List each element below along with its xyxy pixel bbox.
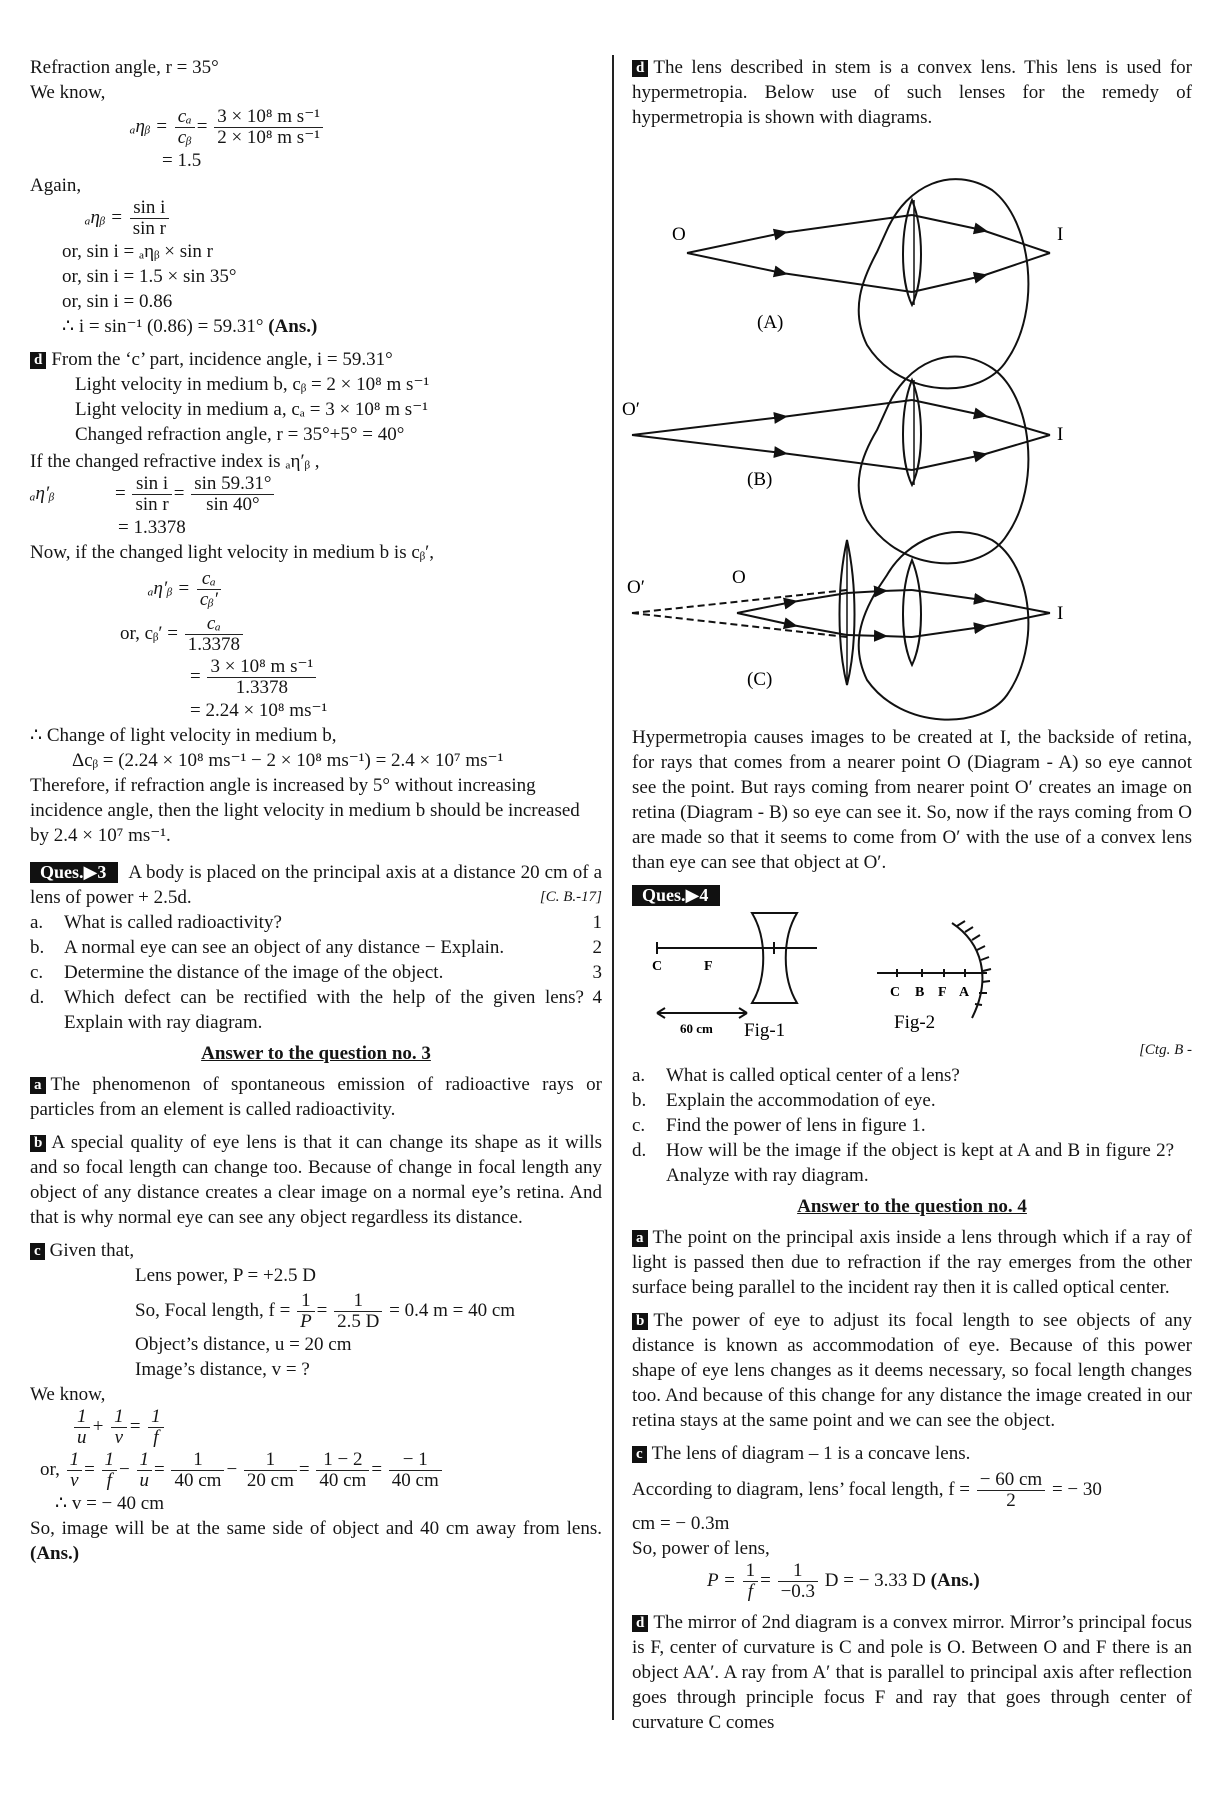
question-3-items — [30, 910, 602, 1035]
numerator: 1 — [171, 1450, 224, 1471]
answer-4b — [632, 1308, 1192, 1433]
item-label: a. — [632, 1065, 646, 1086]
fraction — [185, 614, 243, 655]
item-label: c. — [632, 1115, 646, 1136]
text-line: or, sin i = 0.86 — [62, 291, 173, 312]
item-label: b. — [30, 937, 45, 958]
answer-4d — [632, 1610, 1192, 1735]
text-line: ∴ Change of light velocity in medium b, — [30, 725, 337, 746]
eq-lhs: or, cᵦ′ = — [120, 622, 178, 644]
text-line: We know, — [30, 82, 106, 103]
answer-4-heading: Answer to the question no. 4 — [797, 1196, 1027, 1217]
numerator: 1 — [244, 1450, 297, 1471]
part-tag-c: c — [632, 1446, 647, 1463]
equation: P = $\frac{1}{f}$ = $\frac{1}{-0.3}$ D = − 3.33 D (Ans.) — [707, 1560, 980, 1602]
question-reference: [Ctg. B - — [1139, 1042, 1192, 1058]
denominator: 20 cm — [246, 1470, 294, 1491]
denominator: 1.3378 — [187, 634, 240, 655]
item-text: Explain the accommodation of eye. — [666, 1090, 936, 1111]
text-line: Light velocity in medium b, cᵦ = 2 × 10⁸ m s⁻¹ — [75, 374, 430, 395]
eq-lhs: ₐη′ᵦ = — [148, 577, 191, 599]
denominator: −0.3 — [780, 1581, 816, 1602]
ans-label: (Ans.) — [930, 1569, 980, 1591]
equation-result: = 2.24 × 10⁸ ms⁻¹ — [190, 700, 328, 721]
diagram-label-a: (A) — [757, 312, 784, 333]
part-tag-d: d — [632, 1615, 648, 1632]
numerator: 1 — [111, 1407, 127, 1428]
eq-lhs: ₐηᵦ = — [130, 115, 168, 137]
part-d-line — [30, 347, 602, 372]
diagram-label-b: (B) — [747, 469, 773, 490]
eq-lhs: P = — [707, 1569, 736, 1591]
part-tag-d: d — [632, 60, 648, 77]
answer-3a — [30, 1072, 602, 1122]
numerator: 1 — [334, 1291, 382, 1312]
question-reference: [C. B.-17] — [539, 889, 602, 905]
item-text: Which defect can be rectified with the help of the given lens? Explain with ray diagram. — [64, 987, 584, 1033]
fraction — [132, 474, 171, 515]
question-item — [30, 910, 602, 935]
hypermetropia-paragraph: Hypermetropia causes images to be created at I, the backside of retina, for rays that comes from a nearer point O (Diagram - A) so eye cannot see the point. But rays coming from nearer point O′ creates an image on retina (Diagram - B) so eye can see it. So, now if the rays coming from O are made so that it seems to come from O′ with the use of a convex lens than eye can see that object at O′. — [632, 727, 1192, 873]
denominator: u — [77, 1427, 87, 1448]
ans-label: (Ans.) — [268, 316, 318, 337]
numerator: 1 — [67, 1450, 83, 1471]
label-object: O — [732, 567, 746, 588]
text-line: Again, — [30, 175, 82, 196]
item-label: d. — [632, 1140, 647, 1161]
denominator: sin r — [135, 494, 169, 515]
item-label: d. — [30, 987, 45, 1008]
item-text: What is called optical center of a lens? — [666, 1065, 960, 1086]
eq-rhs: D = − 3.33 D — [824, 1569, 926, 1591]
numerator: − 1 — [389, 1450, 442, 1471]
eq-rhs: = 0.4 m = 40 cm — [389, 1299, 516, 1321]
point-c: C — [652, 959, 663, 974]
numerator: 1 — [297, 1291, 315, 1312]
fraction — [316, 1450, 369, 1491]
equation — [30, 569, 602, 610]
numerator: − 60 cm — [977, 1470, 1045, 1491]
part-tag-b: b — [30, 1135, 46, 1152]
numerator: sin i — [130, 198, 169, 219]
equation-result: = 1.3378 — [118, 517, 186, 538]
numerator: cₐ — [175, 107, 195, 128]
item-text: How will be the image if the object is kept at A and B in figure 2? Analyze with ray diagram. — [666, 1140, 1174, 1186]
eq-rhs: = − 30 — [1051, 1478, 1102, 1500]
item-label: a. — [30, 912, 44, 933]
numerator: 3 × 10⁸ m s⁻¹ — [207, 657, 316, 678]
part-tag-c: c — [30, 1243, 45, 1260]
part-tag-a: a — [632, 1230, 648, 1247]
item-mark: 4 — [592, 987, 602, 1008]
item-mark: 2 — [592, 937, 602, 958]
question-4-header — [632, 883, 1192, 908]
denominator: f — [106, 1470, 112, 1491]
numerator: 1 — [148, 1407, 164, 1428]
left-column — [30, 55, 602, 1566]
text-line: Light velocity in medium a, cₐ = 3 × 10⁸ m s⁻¹ — [75, 399, 428, 420]
column-divider — [612, 55, 614, 1720]
fraction — [191, 474, 274, 515]
lens-equation: $\frac{1}{u}$ + $\frac{1}{v}$ = $\frac{1}{f}$ — [30, 1407, 602, 1448]
numerator: cₐ — [197, 569, 221, 590]
denominator: v — [114, 1427, 124, 1448]
question-item — [632, 1138, 1192, 1188]
label-image: I — [1057, 224, 1064, 245]
fraction — [74, 1407, 90, 1448]
fraction — [130, 198, 169, 239]
text-line: cm = − 0.3m — [632, 1513, 730, 1534]
point-c: C — [890, 985, 901, 1000]
equation — [632, 1470, 1192, 1511]
item-mark — [1174, 1088, 1192, 1113]
equation — [30, 614, 602, 655]
denominator: f — [153, 1427, 159, 1448]
answer-line — [30, 314, 602, 339]
item-mark — [1174, 1063, 1192, 1088]
label-virtual-object: O′ — [627, 577, 645, 598]
text-line: So, power of lens, — [632, 1538, 770, 1559]
fraction — [67, 1450, 83, 1491]
denominator: 40 cm — [319, 1470, 367, 1491]
eq-lhs: So, Focal length, f = — [135, 1299, 291, 1321]
label-object: O′ — [622, 399, 640, 420]
fraction — [171, 1450, 224, 1491]
text-line: Δcᵦ = (2.24 × 10⁸ ms⁻¹ − 2 × 10⁸ ms⁻¹) = 2.4 × 10⁷ ms⁻¹ — [72, 750, 504, 771]
point-a: A — [959, 985, 970, 1000]
equation: = $\frac{\text{3 × 10⁸ m s⁻¹}}{1.3378}$ — [30, 657, 602, 698]
part-tag-b: b — [632, 1313, 648, 1330]
text-line: ∴ v = − 40 cm — [55, 1493, 164, 1514]
text-line: or, sin i = 1.5 × sin 35° — [62, 266, 237, 287]
label-object: O — [672, 224, 686, 245]
numerator: 1 — [102, 1450, 118, 1471]
answer-3b — [30, 1130, 602, 1230]
paragraph: Therefore, if refraction angle is increased by 5° without increasing incidence angle, then the light velocity in medium b should be increased by 2.4 × 10⁷ ms⁻¹. — [30, 775, 580, 846]
question-4-items — [632, 1063, 1192, 1188]
equation: ₐηᵦ = $\frac{\text{cₐ}}{\text{cᵦ}}$ = $\frac{\text{3 × 10⁸ m s⁻¹}}{\text{2 × 10⁸ m s⁻¹}}$ — [30, 107, 602, 148]
label-image: I — [1057, 603, 1064, 624]
fraction — [197, 569, 221, 610]
eyeball — [859, 532, 1029, 720]
part-tag-a: a — [30, 1077, 46, 1094]
denominator: 40 cm — [391, 1470, 439, 1491]
fraction — [214, 107, 323, 148]
numerator: 1 − 2 — [316, 1450, 369, 1471]
text-line: Lens power, P = +2.5 D — [135, 1265, 316, 1286]
eye-lens — [903, 560, 921, 665]
answer-3d — [632, 55, 1192, 130]
right-column — [622, 55, 1192, 1735]
question-item — [30, 985, 602, 1035]
item-text: A normal eye can see an object of any distance − Explain. — [64, 937, 505, 958]
fraction — [778, 1561, 818, 1602]
item-text: Find the power of lens in figure 1. — [666, 1115, 926, 1136]
equation: So, Focal length, f = $\frac{1}{P}$ = $\frac{1}{2.5 D}$ = 0.4 m = 40 cm — [135, 1290, 516, 1332]
text-line: Refraction angle, r = 35° — [30, 57, 219, 78]
text-line: Image’s distance, v = ? — [135, 1359, 310, 1380]
eq-lhs: ₐηᵦ = — [85, 206, 123, 228]
numerator: sin 59.31° — [191, 474, 274, 495]
item-text: What is called radioactivity? — [64, 912, 282, 933]
numerator: 3 × 10⁸ m s⁻¹ — [214, 107, 323, 128]
point-b: B — [915, 985, 925, 1000]
fraction — [297, 1291, 315, 1332]
fraction — [389, 1450, 442, 1491]
point-f: F — [704, 959, 713, 974]
question-item — [632, 1113, 1192, 1138]
text: The power of eye to adjust its focal length to see objects of any distance is known as accommodation of eye. Because of this power shape of eye lens changes as it deems necessary, so focal length changes too. And because of this change for any distance the image created in our retina stays at the same point and we can see the object. — [632, 1310, 1192, 1431]
fig-2-convex-mirror — [877, 921, 991, 1018]
numerator: 1 — [743, 1561, 759, 1582]
numerator: 1 — [74, 1407, 90, 1428]
text: So, image will be at the same side of object and 40 cm away from lens. — [30, 1518, 602, 1539]
denominator: 2.5 D — [337, 1311, 380, 1332]
text-line: If the changed refractive index is ₐη′ᵦ , — [30, 451, 320, 472]
text-line: Object’s distance, u = 20 cm — [135, 1334, 352, 1355]
question-text: A body is placed on the principal axis at a distance 20 cm of a lens of power + 2.5d. — [30, 862, 602, 908]
text: From the ‘c’ part, incidence angle, i = 59.31° — [51, 349, 393, 370]
item-mark — [1174, 1138, 1192, 1188]
diagram-c — [627, 535, 1192, 705]
point-f: F — [938, 985, 947, 1000]
eq-lhs: ₐη′ᵦ — [30, 482, 55, 504]
item-mark — [1174, 1113, 1192, 1138]
distance-label: 60 cm — [680, 1021, 713, 1036]
answer-3-heading: Answer to the question no. 3 — [201, 1043, 431, 1064]
numerator: cₐ — [185, 614, 243, 635]
fraction — [334, 1291, 382, 1332]
fraction — [207, 657, 316, 698]
denominator: 40 cm — [174, 1470, 222, 1491]
equation: ₐη′ᵦ = $\frac{\text{sin i}}{\text{sin r}}$ = $\frac{\sin 59.31^\circ}{\sin 40^\circ}$ — [30, 474, 602, 515]
item-text: Determine the distance of the image of the object. — [64, 962, 444, 983]
diagram-b — [632, 356, 1050, 563]
diagram-label-c: (C) — [747, 669, 773, 690]
answer-3c — [30, 1238, 602, 1263]
text: The phenomenon of spontaneous emission of radioactive rays or particles from an element is called radioactivity. — [30, 1074, 602, 1120]
denominator: cᵦ — [177, 127, 192, 148]
text-line: or, sin i = ₐηᵦ × sin r — [62, 241, 213, 262]
fraction — [977, 1470, 1045, 1511]
question-4-ref-line — [632, 1036, 1192, 1063]
answer-4a — [632, 1225, 1192, 1300]
denominator: cᵦ′ — [199, 589, 218, 610]
text: The lens of diagram – 1 is a concave lens. — [651, 1443, 971, 1464]
fig-2-caption: Fig-2 — [894, 1012, 936, 1033]
denominator: u — [139, 1470, 150, 1491]
text: The mirror of 2nd diagram is a convex mirror. Mirror’s principal focus is F, center of curvature is C and pole is O. Between O and F there is an object AA′. A ray from A′ that is parallel to principal axis after reflection goes through principle focus F and ray that goes through center of curvature C comes — [632, 1612, 1192, 1733]
denominator: f — [747, 1581, 753, 1602]
text: The point on the principal axis inside a lens through which if a ray of light is passed then due to refraction if the ray emerges from the other surface being parallel to the incident ray then it is called optical center. — [632, 1227, 1192, 1298]
numerator: sin i — [132, 474, 171, 495]
eq-lhs: According to diagram, lens’ focal length, f = — [632, 1478, 971, 1500]
denominator: P — [300, 1311, 312, 1332]
item-label: c. — [30, 962, 44, 983]
fraction — [743, 1561, 759, 1602]
item-mark: 1 — [592, 912, 602, 933]
question-item — [30, 960, 602, 985]
fraction — [244, 1450, 297, 1491]
question-label: Ques.▶3 — [30, 862, 118, 883]
question-3-stem — [30, 860, 602, 910]
answer-text: ∴ i = sin⁻¹ (0.86) = 59.31° — [62, 316, 264, 337]
text: A special quality of eye lens is that it can change its shape as it wills and so focal length can change too. Because of change in focal length any object of any distance creates a clear image on a normal eye’s retina. And that is why normal eye can see any object regardless its distance. — [30, 1132, 602, 1228]
denominator: v — [70, 1470, 79, 1491]
answer-4c — [632, 1441, 1192, 1466]
question-item — [632, 1063, 1192, 1088]
text-line: Changed refraction angle, r = 35°+5° = 40° — [75, 424, 405, 445]
diagram-a — [687, 179, 1050, 388]
question-label: Ques.▶4 — [632, 885, 720, 906]
equation-result: = 1.5 — [162, 150, 202, 171]
fig-1-concave-lens — [657, 913, 817, 1018]
text: Given that, — [49, 1240, 135, 1261]
fraction — [111, 1407, 127, 1448]
label-image: I — [1057, 424, 1064, 445]
text: The lens described in stem is a convex lens. This lens is used for hypermetropia. Below use of such lenses for the remedy of hypermetropia is shown with diagrams. — [632, 57, 1192, 128]
text-line: We know, — [30, 1384, 106, 1405]
paragraph — [30, 1516, 602, 1566]
question-item — [30, 935, 602, 960]
question-4-figures — [632, 908, 1192, 1041]
text-line: Now, if the changed light velocity in medium b is cᵦ′, — [30, 542, 435, 563]
ans-label: (Ans.) — [30, 1543, 80, 1564]
denominator: sin 40° — [206, 494, 260, 515]
denominator: 1.3378 — [235, 677, 288, 698]
fig-1-caption: Fig-1 — [744, 1020, 786, 1041]
fraction — [175, 107, 195, 148]
fraction — [102, 1450, 118, 1491]
denominator: sin r — [132, 218, 166, 239]
equation: or, $\frac{1}{v}$ = $\frac{1}{f}$ − $\frac{1}{u}$ = $\frac{1}{40 cm}$ − $\frac{1}{20 cm}$ = $\frac{1 - 2}{40 cm}$ = $\frac{- 1}{40 cm}$ — [30, 1450, 602, 1491]
numerator: 1 — [778, 1561, 818, 1582]
fraction — [148, 1407, 164, 1448]
equation — [30, 198, 602, 239]
denominator: 2 × 10⁸ m s⁻¹ — [217, 127, 320, 148]
item-mark: 3 — [592, 962, 602, 983]
question-item — [632, 1088, 1192, 1113]
item-label: b. — [632, 1090, 647, 1111]
numerator: 1 — [137, 1450, 153, 1471]
denominator: 2 — [1006, 1490, 1016, 1511]
part-tag-d: d — [30, 352, 46, 369]
fraction — [137, 1450, 153, 1491]
